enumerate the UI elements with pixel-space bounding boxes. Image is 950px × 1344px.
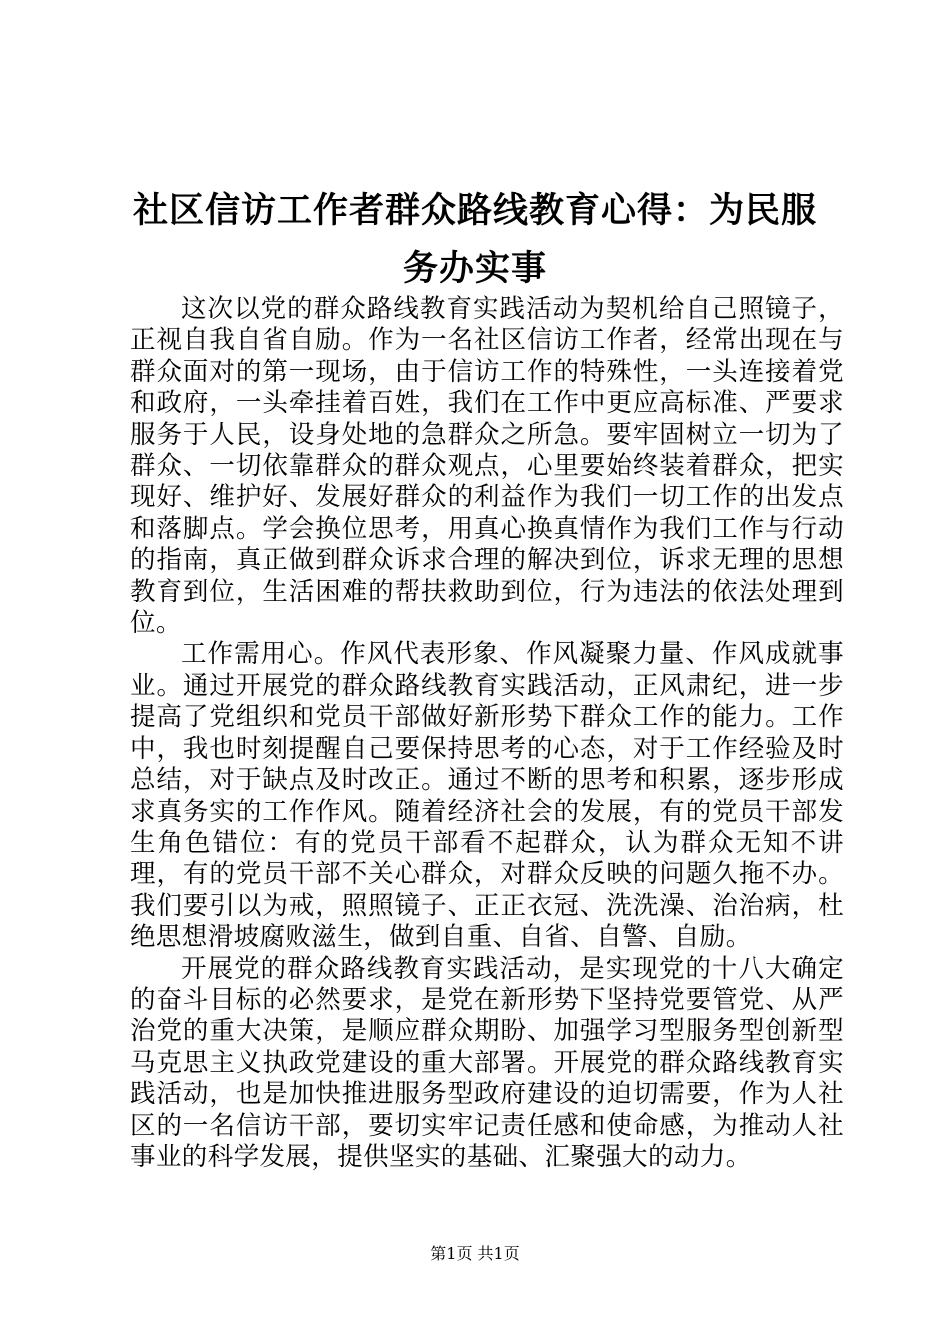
page-footer: 第1页 共1页 — [430, 1244, 520, 1263]
body-paragraph-1: 这次以党的群众路线教育实践活动为契机给自己照镜子，正视自我自省自励。作为一名社区信访工作者，经常出现在与群众面对的第一现场，由于信访工作的特殊性，一头连接着党和政府，一头牵挂着百姓，我们在工作中更应高标准、严要求服务于人民，设身处地的急群众之所急。要牢固树立一切为了群众、一切依靠群众的群众观点，心里要始终装着群众，把实现好、维护好、发展好群众的利益作为我们一切工作的出发点和落脚点。学会换位思考，用真心换真情作为我们工作与行动的指南，真正做到群众诉求合理的解决到位，诉求无理的思想教育到位，生活困难的帮扶救助到位，行为违法的依法处理到位。 — [130, 294, 844, 639]
body-paragraph-2: 工作需用心。作风代表形象、作风凝聚力量、作风成就事业。通过开展党的群众路线教育实践活动，正风肃纪，进一步提高了党组织和党员干部做好新形势下群众工作的能力。工作中，我也时刻提醒自己要保持思考的心态，对于工作经验及时总结，对于缺点及时改正。通过不断的思考和积累，逐步形成求真务实的工作作风。随着经济社会的发展，有的党员干部发生角色错位：有的党员干部看不起群众，认为群众无知不讲理，有的党员干部不关心群众，对群众反映的问题久拖不办。我们要引以为戒，照照镜子、正正衣冠、洗洗澡、治治病，杜绝思想滑坡腐败滋生，做到自重、自省、自警、自励。 — [130, 639, 844, 953]
document-title: 社区信访工作者群众路线教育心得：为民服务办实事 — [132, 190, 817, 289]
document-body — [130, 294, 844, 1173]
body-paragraph-3: 开展党的群众路线教育实践活动，是实现党的十八大确定的奋斗目标的必然要求，是党在新形势下坚持党要管党、从严治党的重大决策，是顺应群众期盼、加强学习型服务型创新型马克思主义执政党建设的重大部署。开展党的群众路线教育实践活动，也是加快推进服务型政府建设的迫切需要，作为人社区的一名信访干部，要切实牢记责任感和使命感，为推动人社事业的科学发展，提供坚实的基础、汇聚强大的动力。 — [130, 953, 844, 1172]
